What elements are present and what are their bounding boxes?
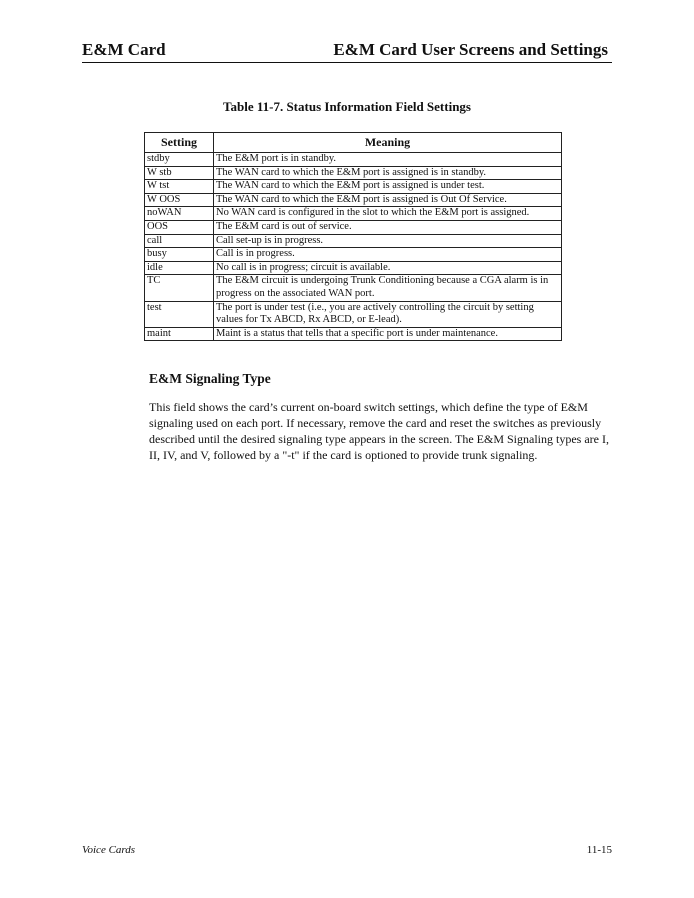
status-settings-table (144, 132, 562, 341)
table-row (145, 261, 562, 275)
meaning-cell: Call set-up is in progress. (214, 234, 562, 248)
header-rule (82, 62, 612, 63)
table-row (145, 248, 562, 262)
setting-cell: TC (145, 275, 214, 301)
section-body-paragraph: This field shows the card’s current on-board switch settings, which define the type of E&M signaling used on each port. If necessary, remove the card and reset the switches as previously described until the desired signaling type appears in the screen. The E&M Signaling types are I, II, IV, and V, followed by a "-t" if the card is optioned to provide trunk signaling. (149, 400, 609, 462)
table-row (145, 193, 562, 207)
setting-cell: idle (145, 261, 214, 275)
meaning-cell: No call is in progress; circuit is available. (214, 261, 562, 275)
setting-cell: W stb (145, 166, 214, 180)
meaning-cell: No WAN card is configured in the slot to which the E&M port is assigned. (214, 207, 562, 221)
table-header-row (145, 133, 562, 153)
meaning-cell: The E&M port is in standby. (214, 153, 562, 167)
table-row (145, 180, 562, 194)
meaning-cell: Call is in progress. (214, 248, 562, 262)
table-row (145, 153, 562, 167)
header-section-title: E&M Card User Screens and Settings (333, 40, 608, 59)
table-title: Table 11-7. Status Information Field Settings (223, 99, 471, 114)
setting-cell: call (145, 234, 214, 248)
column-header-meaning: Meaning (214, 133, 562, 153)
table-row (145, 301, 562, 327)
table-row (145, 207, 562, 221)
meaning-cell: Maint is a status that tells that a specific port is under maintenance. (214, 327, 562, 341)
table-row (145, 234, 562, 248)
table-row (145, 166, 562, 180)
meaning-cell: The E&M circuit is undergoing Trunk Conditioning because a CGA alarm is in progress on the associated WAN port. (214, 275, 562, 301)
meaning-cell: The WAN card to which the E&M port is assigned is in standby. (214, 166, 562, 180)
section-heading: E&M Signaling Type (149, 371, 271, 386)
table-row (145, 220, 562, 234)
meaning-cell: The port is under test (i.e., you are actively controlling the circuit by setting values for Tx ABCD, Rx ABCD, or E-lead). (214, 301, 562, 327)
footer-manual-section: Voice Cards (82, 844, 136, 856)
table-row (145, 275, 562, 301)
header-chapter-title: E&M Card (82, 40, 166, 59)
meaning-cell: The WAN card to which the E&M port is assigned is under test. (214, 180, 562, 194)
setting-cell: noWAN (145, 207, 214, 221)
table-body (145, 153, 562, 341)
meaning-cell: The WAN card to which the E&M port is assigned is Out Of Service. (214, 193, 562, 207)
table-row (145, 327, 562, 341)
setting-cell: OOS (145, 220, 214, 234)
setting-cell: W tst (145, 180, 214, 194)
setting-cell: busy (145, 248, 214, 262)
footer-page-number: 11-15 (586, 844, 612, 856)
setting-cell: test (145, 301, 214, 327)
meaning-cell: The E&M card is out of service. (214, 220, 562, 234)
setting-cell: maint (145, 327, 214, 341)
column-header-setting: Setting (145, 133, 214, 153)
setting-cell: stdby (145, 153, 214, 167)
setting-cell: W OOS (145, 193, 214, 207)
